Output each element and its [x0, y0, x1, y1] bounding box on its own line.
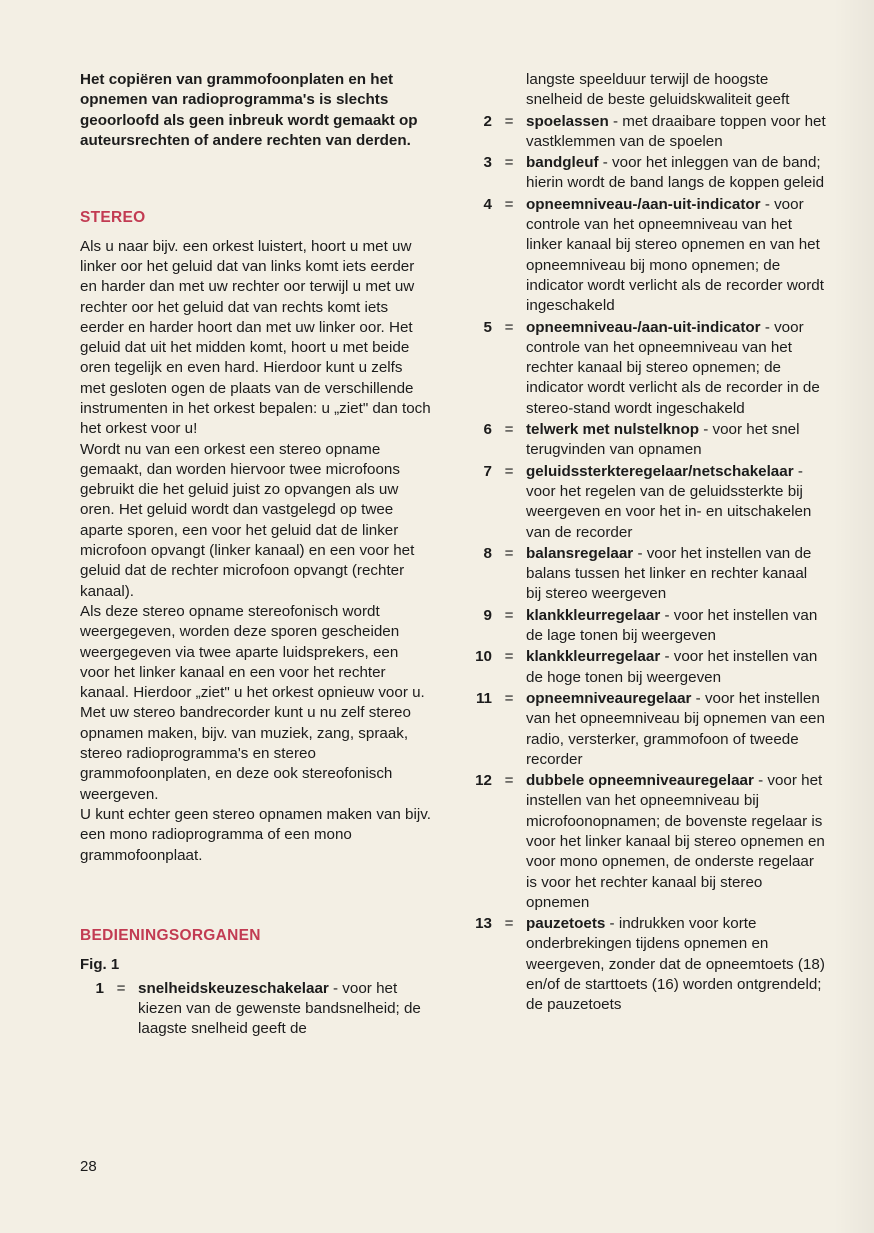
- controls-list-left: [78, 979, 432, 1040]
- item-term: bandgleuf: [526, 154, 599, 172]
- list-item: [466, 606, 826, 647]
- item-equals: =: [504, 772, 514, 790]
- item-description: - voor het kiezen van de gewenste bandsnelheid; de laagste snelheid geeft de: [138, 979, 421, 1038]
- item-term: snelheidskeuzeschakelaar: [138, 979, 329, 997]
- item-text: [526, 112, 826, 153]
- item-equals: =: [116, 979, 126, 997]
- item-text: [138, 979, 432, 1040]
- item-number: 7: [483, 462, 492, 480]
- list-item: [466, 420, 826, 461]
- item-equals: =: [504, 462, 514, 480]
- item-equals: =: [504, 318, 514, 336]
- item-equals: =: [504, 112, 514, 130]
- stereo-paragraph: Wordt nu van een orkest een stereo opname gemaakt, dan worden hiervoor twee microfoons gebruikt die het geluid juist zo opvangen als uw oren. Het geluid wordt dan vastgelegd op twee aparte sporen, een voor het geluid dat de linker microfoon opvangt (linker kanaal) en een voor het geluid dat de rechter microfoon opvangt (rechter kanaal).: [80, 440, 415, 600]
- item-text: [526, 420, 826, 461]
- item-term: klankkleurregelaar: [526, 606, 661, 624]
- item-description: - voor controle van het opneemniveau van het rechter kanaal bij stereo opnemen; de indicator wordt verlicht als de recorder in de stereo-stand wordt ingeschakeld: [526, 318, 820, 417]
- list-item: [466, 112, 826, 153]
- item-text: [526, 914, 826, 1015]
- item-equals: =: [504, 544, 514, 562]
- item-number: 9: [483, 606, 492, 624]
- item-text: [526, 195, 826, 317]
- item-term: dubbele opneemniveauregelaar: [526, 772, 754, 790]
- item-description: - voor het instellen van de balans tussen het linker en rechter kanaal bij stereo weergeven: [526, 544, 812, 603]
- item-number: 4: [483, 195, 492, 213]
- item-term: telwerk met nulstelknop: [526, 421, 700, 439]
- item-equals: =: [504, 606, 514, 624]
- list-item: [466, 153, 826, 194]
- item-equals: =: [504, 648, 514, 666]
- item-term: geluidssterkteregelaar/netschakelaar: [526, 462, 794, 480]
- item-description: - indrukken voor korte onderbrekingen tijdens opnemen en weergeven, zonder dat de opneemtoets (18) en/of de starttoets (16) worden ontgrendeld; de pauzetoets: [526, 915, 825, 1014]
- item-term: pauzetoets: [526, 915, 606, 933]
- controls-heading: BEDIENINGSORGANEN: [80, 926, 261, 944]
- item-number: 10: [475, 648, 492, 666]
- item-equals: =: [504, 421, 514, 439]
- item-text: [526, 462, 826, 543]
- item-description: - voor controle van het opneemniveau van het linker kanaal bij stereo opnemen en van het opneemniveau bij mono opnemen; de indicator wordt verlicht als de recorder wordt ingeschakeld: [526, 195, 824, 315]
- item-number: 1: [95, 979, 104, 997]
- item-term: klankkleurregelaar: [526, 648, 661, 666]
- item-number: 6: [483, 421, 492, 439]
- item-term: spoelassen: [526, 112, 609, 130]
- item-text: [526, 318, 826, 419]
- list-item: [78, 979, 432, 1040]
- item-text: [526, 647, 826, 688]
- page-number: 28: [80, 1158, 97, 1175]
- item-description: - voor het snel terugvinden van opnamen: [526, 421, 800, 459]
- controls-list-right: [466, 112, 826, 1016]
- figure-reference: Fig. 1: [80, 955, 120, 973]
- list-item: [466, 318, 826, 419]
- page-edge-shadow: [834, 0, 874, 1233]
- list-item: [466, 647, 826, 688]
- item-description: - voor het instellen van de hoge tonen bij weergeven: [526, 648, 818, 686]
- list-item: [466, 544, 826, 605]
- item-description: - voor het regelen van de geluidssterkte bij weergeven en voor het in- en uitschakelen van de recorder: [526, 462, 812, 541]
- item-term: opneemniveau-/aan-uit-indicator: [526, 318, 761, 336]
- item-number: 8: [483, 544, 492, 562]
- item-number: 3: [483, 154, 492, 172]
- item-term: opneemniveau-/aan-uit-indicator: [526, 195, 761, 213]
- list-item: [466, 689, 826, 770]
- stereo-paragraph: Als u naar bijv. een orkest luistert, hoort u met uw linker oor het geluid dat van links komt iets eerder en harder dan met uw rechter oor terwijl u met uw rechter oor het geluid dat van rechts komt iets eerder en harder hoort dan met uw linker oor. Het geluid dat uit het midden komt, hoort u met beide oren tegelijk en even hard. Hierdoor kunt u zelfs met gesloten ogen de plaats van de verschillende instrumenten in het orkest bepalen: u „ziet" dan toch het orkest voor u!: [80, 237, 431, 438]
- item-text: [526, 689, 826, 770]
- item-text: [526, 771, 826, 913]
- item-number: 11: [475, 689, 492, 707]
- right-column: [466, 70, 826, 1017]
- item-term: balansregelaar: [526, 544, 634, 562]
- left-column: [80, 70, 432, 1041]
- stereo-paragraph: Met uw stereo bandrecorder kunt u nu zelf stereo opnamen maken, bijv. van muziek, zang, spraak, stereo radioprogramma's en stereo grammofoonplaten, en deze ook stereofonisch weergeven.: [80, 704, 411, 803]
- item-number: 13: [475, 915, 492, 933]
- item-continuation: langste speelduur terwijl de hoogste snelheid de beste geluidskwaliteit geeft: [526, 71, 790, 109]
- item-equals: =: [504, 195, 514, 213]
- item-number: 12: [475, 772, 492, 790]
- item-description: - voor het instellen van het opneemniveau bij opnemen van een radio, versterker, grammofoon of tweede recorder: [526, 689, 825, 768]
- item-equals: =: [504, 915, 514, 933]
- item-text: [526, 153, 826, 194]
- item-description: - voor het instellen van de lage tonen bij weergeven: [526, 606, 818, 645]
- copyright-notice: Het copiëren van grammofoonplaten en het opnemen van radioprogramma's is slechts geoorloofd als geen inbreuk wordt gemaakt op auteursrechten of andere rechten van derden.: [80, 71, 418, 150]
- item-text: [526, 544, 826, 605]
- list-item: [466, 195, 826, 317]
- list-item: [466, 462, 826, 543]
- stereo-heading: STEREO: [80, 208, 146, 226]
- item-text: [526, 606, 826, 647]
- item-description: - voor het instellen van het opneemniveau bij microfoonopnamen; de bovenste regelaar is voor het linker kanaal bij stereo opnemen en voor mono opnemen, de onderste regelaar is voor het rechter kanaal bij stereo opnemen: [526, 772, 825, 911]
- item-equals: =: [504, 154, 514, 172]
- item-number: 5: [483, 318, 492, 336]
- item-description: - voor het inleggen van de band; hierin wordt de band langs de koppen geleid: [526, 154, 825, 192]
- stereo-paragraph: U kunt echter geen stereo opnamen maken van bijv. een mono radioprogramma of een mono grammofoonplaat.: [80, 805, 431, 864]
- item-description: - met draaibare toppen voor het vastklemmen van de spoelen: [526, 112, 826, 150]
- stereo-paragraph: Als deze stereo opname stereofonisch wordt weergegeven, worden deze sporen gescheiden weergegeven via twee aparte luidsprekers, een voor het linker kanaal en een voor het rechter kanaal. Hierdoor „ziet" u het orkest opnieuw voor u.: [80, 602, 425, 702]
- item-equals: =: [504, 689, 514, 707]
- stereo-text: [80, 237, 432, 866]
- list-item: [466, 771, 826, 913]
- item-term: opneemniveauregelaar: [526, 689, 692, 707]
- item-number: 2: [483, 112, 492, 130]
- list-item: [466, 914, 826, 1015]
